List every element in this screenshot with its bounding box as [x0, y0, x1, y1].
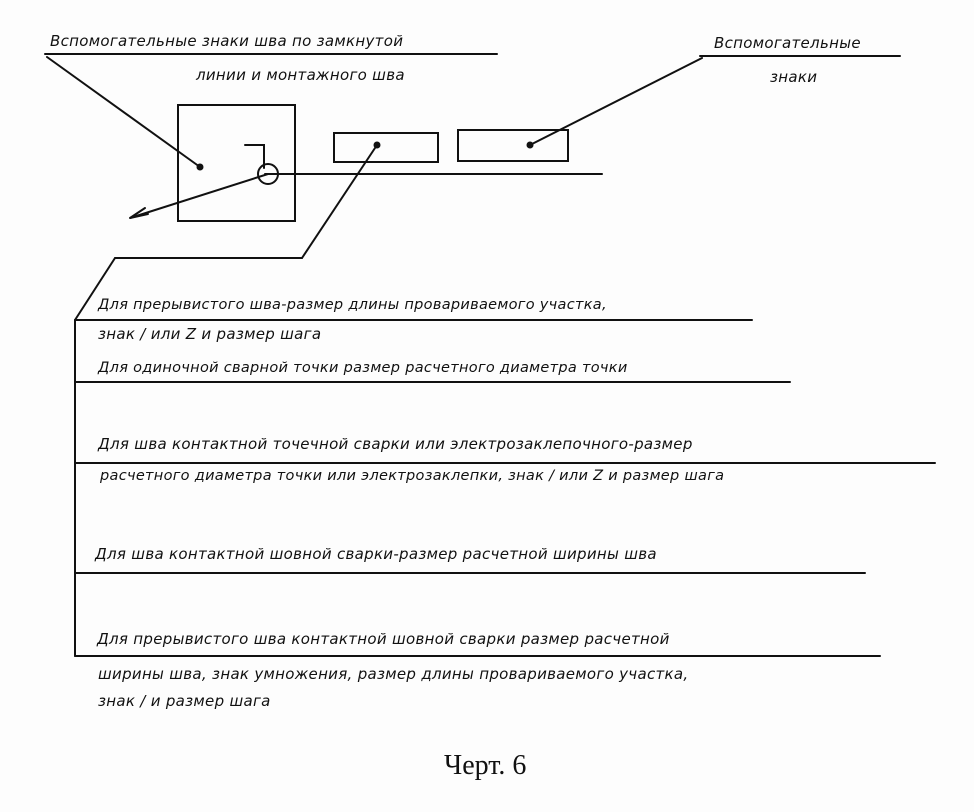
- aux-right-leader: [530, 58, 702, 145]
- label-contact-point-1: Для шва контактной точечной сварки или электрозаклепочного-размер: [98, 435, 693, 453]
- label-aux-right-2: знаки: [770, 68, 818, 86]
- dot-square: [197, 164, 204, 171]
- label-intermittent-seam-1: Для прерывистого шва контактной шовной сварки размер расчетной: [97, 630, 670, 648]
- label-intermittent-seam-3: знак / и размер шага: [98, 692, 271, 710]
- dot-left-box: [374, 142, 381, 149]
- figure-caption: Черт. 6: [444, 750, 527, 781]
- dot-right-box: [527, 142, 534, 149]
- label-intermittent-1: Для прерывистого шва-размер длины провариваемого участка,: [98, 297, 607, 313]
- installation-flag: [245, 145, 264, 168]
- label-aux-closed-2: линии и монтажного шва: [196, 66, 405, 84]
- label-intermittent-seam-2: ширины шва, знак умножения, размер длины провариваемого участка,: [98, 665, 689, 683]
- label-seam-weld: Для шва контактной шовной сварки-размер расчетной ширины шва: [95, 545, 657, 563]
- arrow-leader: [130, 174, 268, 218]
- dimension-box-left: [334, 133, 438, 162]
- label-single-point: Для одиночной сварной точки размер расчетного диаметра точки: [98, 360, 628, 376]
- label-intermittent-2: знак / или Z и размер шага: [98, 325, 322, 343]
- label-aux-closed-1: Вспомогательные знаки шва по замкнутой: [50, 32, 404, 50]
- label-aux-right-1: Вспомогательные: [714, 34, 861, 52]
- label-contact-point-2: расчетного диаметра точки или электрозаклепки, знак / или Z и размер шага: [100, 468, 725, 484]
